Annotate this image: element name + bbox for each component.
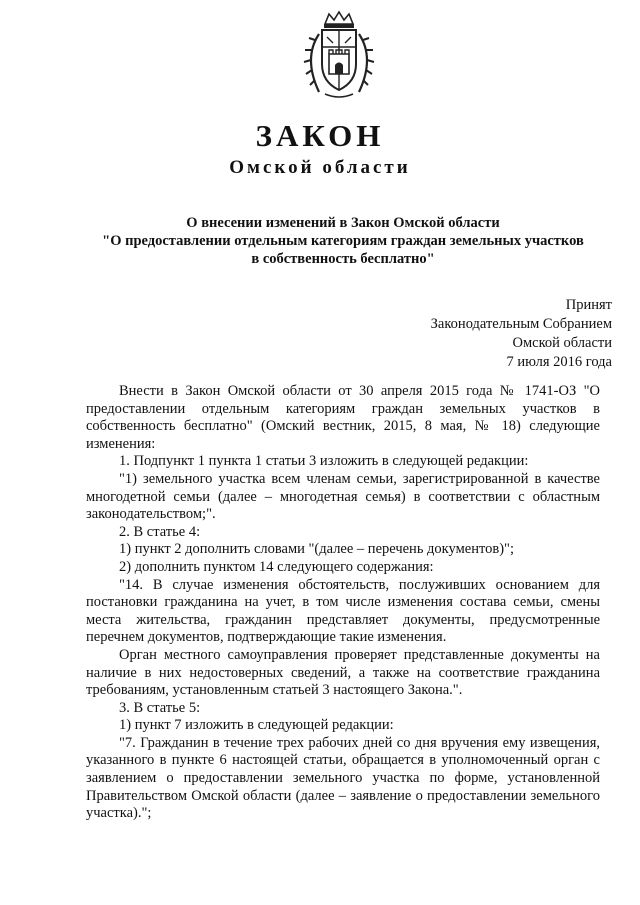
adoption-date: 7 июля 2016 года — [506, 354, 612, 370]
body-paragraph: 1. Подпункт 1 пункта 1 статьи 3 изложить в следующей редакции: — [119, 453, 529, 470]
body-paragraph: "1) земельного участка всем членам семьи, зарегистрированной в качестве многодетной семьи (далее – многодетная семья) в соответствии с областным законодательством;". — [86, 470, 600, 523]
body-paragraph: 2. В статье 4: — [119, 523, 201, 540]
body-paragraph: 2) дополнить пунктом 14 следующего содержания: — [119, 558, 434, 575]
adoption-line: Принят — [565, 297, 612, 313]
law-body — [86, 383, 600, 823]
body-paragraph: Орган местного самоуправления проверяет представленные документы на наличие в них недостоверных сведений, а также на соответствие гражданина требованиям, установленным статьей 3 настоящего Закона.". — [86, 646, 600, 699]
body-paragraph: "14. В случае изменения обстоятельств, послуживших основанием для постановки гражданина на учет, в том числе изменения состава семьи, смены места жительства, гражданин представляет документы, предусмотренные перечнем документов, подтверждающие такие изменения. — [86, 576, 600, 646]
adoption-block — [431, 296, 612, 372]
body-paragraph: 1) пункт 7 изложить в следующей редакции: — [119, 717, 394, 734]
body-paragraph: "7. Гражданин в течение трех рабочих дней со дня вручения ему извещения, указанного в пункте 6 настоящей статьи, обращается в уполномоченный орган с заявлением о предоставлении земельного участка по форме, установленной Правительством Омской области (далее – заявление о предоставлении земельного участка)."; — [86, 734, 600, 822]
body-paragraph: 1) пункт 2 дополнить словами "(далее – перечень документов)"; — [119, 541, 514, 558]
law-name — [60, 214, 626, 268]
document-subtitle: Омской области — [229, 157, 411, 178]
adoption-line: Омской области — [512, 335, 612, 351]
law-name-line: О внесении изменений в Закон Омской области — [186, 215, 500, 231]
adoption-line: Законодательным Собранием — [430, 316, 612, 332]
body-paragraph: Внести в Закон Омской области от 30 апреля 2015 года № 1741-ОЗ "О предоставлении отдельным категориям граждан земельных участков в собственность бесплатно" (Омский вестник, 2015, 8 мая, № 18) следующие изменения: — [86, 383, 600, 452]
law-name-line: "О предоставлении отдельным категориям граждан земельных участков — [102, 233, 584, 249]
document-title: ЗАКОН — [255, 118, 385, 153]
law-name-line: в собственность бесплатно" — [251, 251, 435, 267]
body-paragraph: 3. В статье 5: — [119, 699, 201, 716]
coat-of-arms-icon — [295, 10, 383, 102]
